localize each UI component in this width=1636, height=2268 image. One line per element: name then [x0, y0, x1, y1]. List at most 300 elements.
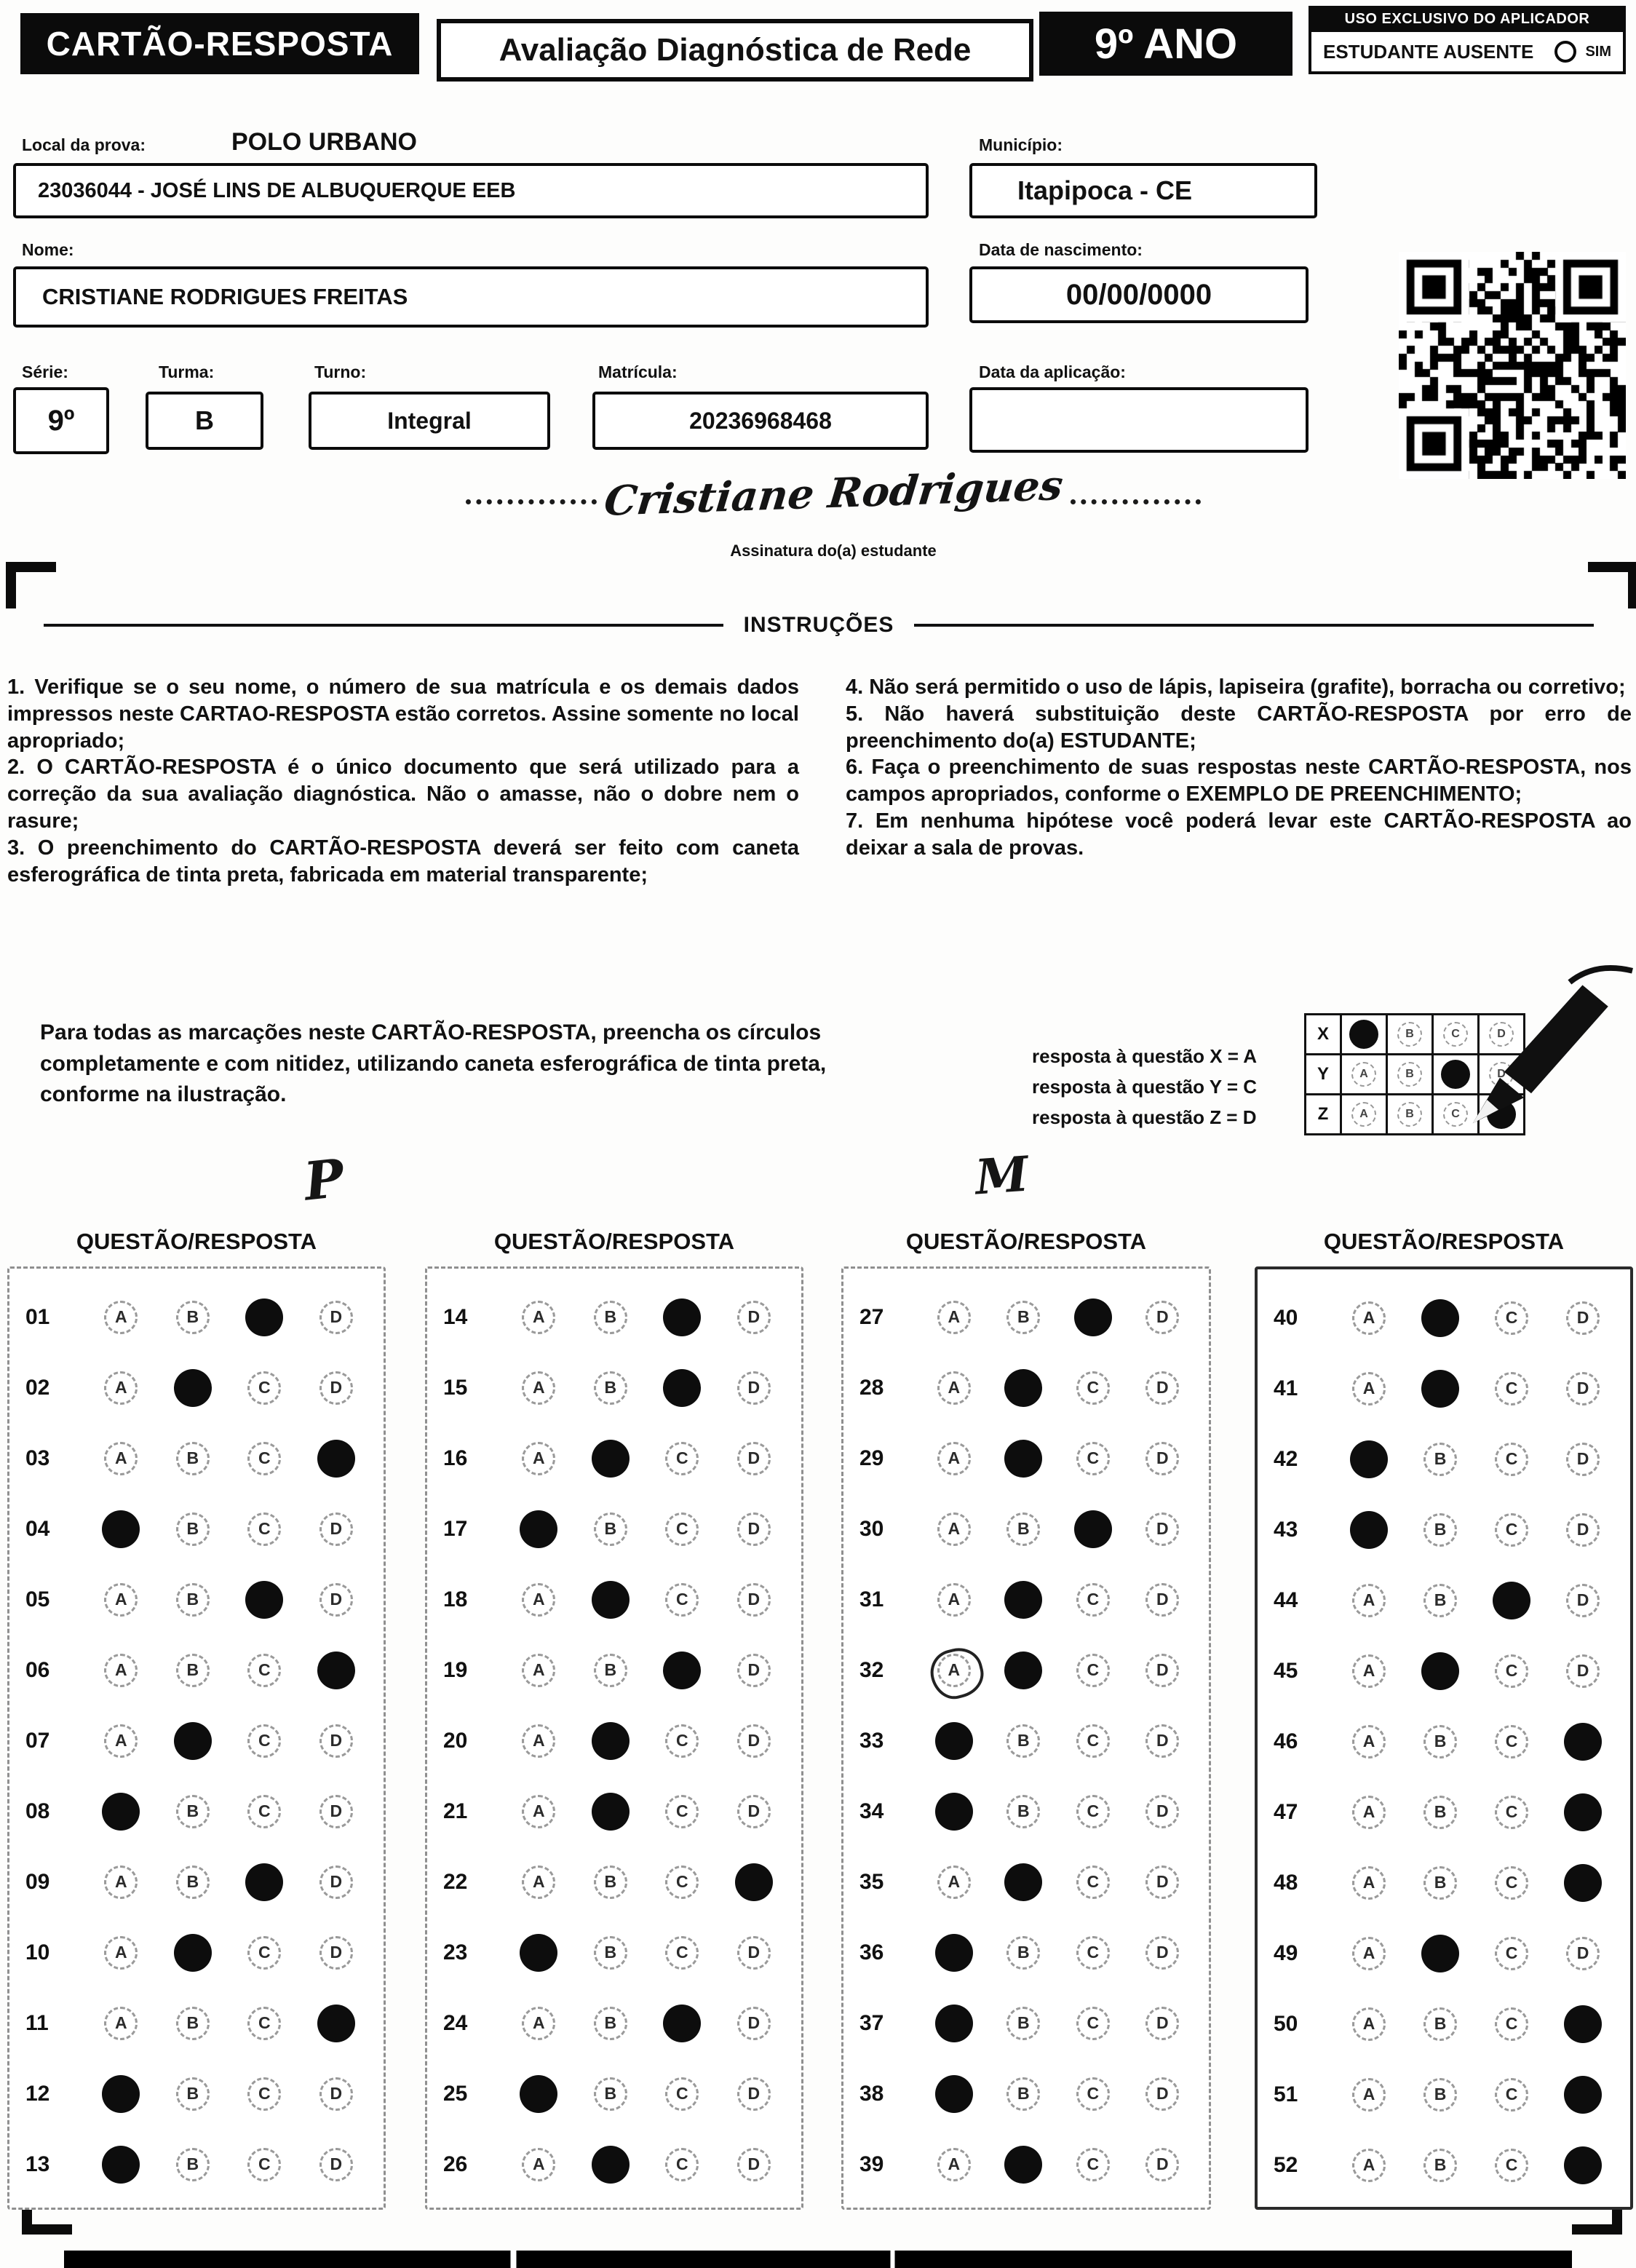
answer-bubble-q14-A[interactable]: A	[522, 1301, 555, 1334]
absent-bubble[interactable]	[1554, 41, 1576, 63]
answer-bubble-q44-A[interactable]: A	[1352, 1584, 1386, 1617]
answer-bubble-q10-A[interactable]: A	[104, 1936, 138, 1970]
answer-bubble-q08-C[interactable]: C	[247, 1795, 281, 1828]
example-answer-lines	[1032, 1041, 1257, 1133]
answer-bubble-q38-B[interactable]: B	[1006, 2077, 1040, 2111]
answer-bubble-q09-D[interactable]: D	[319, 1865, 353, 1899]
answer-bubble-q10-B[interactable]	[174, 1934, 212, 1972]
answer-bubble-q11-D[interactable]	[317, 2005, 355, 2042]
question-number-40: 40	[1274, 1305, 1298, 1330]
question-row-27	[843, 1282, 1209, 1352]
answer-bubble-q29-C[interactable]: C	[1076, 1442, 1110, 1475]
answer-bubble-q36-D[interactable]: D	[1145, 1936, 1179, 1970]
instruction-item-3: 3. O preenchimento do CARTÃO-RESPOSTA deverá ser feito com caneta esferográfica de tinta preta, fabricada em material transparente;	[7, 836, 799, 887]
answer-bubble-q52-A[interactable]: A	[1352, 2149, 1386, 2182]
answer-bubble-q37-B[interactable]: B	[1006, 2007, 1040, 2040]
answer-bubble-q03-C[interactable]: C	[247, 1442, 281, 1475]
answer-bubble-q42-B[interactable]: B	[1423, 1443, 1457, 1476]
question-number-34: 34	[859, 1799, 884, 1823]
question-number-15: 15	[443, 1375, 468, 1400]
answer-bubble-q12-B[interactable]: B	[176, 2077, 210, 2111]
question-row-37	[843, 1988, 1209, 2058]
answer-bubble-q42-A[interactable]	[1350, 1440, 1388, 1478]
answer-bubble-q18-C[interactable]: C	[665, 1583, 699, 1617]
question-number-23: 23	[443, 1940, 468, 1964]
answer-bubble-q45-D[interactable]: D	[1566, 1654, 1600, 1688]
answer-bubble-q22-B[interactable]: B	[594, 1865, 627, 1899]
answer-bubble-q17-C[interactable]: C	[665, 1512, 699, 1546]
answer-bubble-q48-B[interactable]: B	[1423, 1866, 1457, 1900]
question-number-22: 22	[443, 1869, 468, 1894]
serie-label: Série:	[22, 362, 68, 381]
answer-bubble-q24-A[interactable]: A	[522, 2007, 555, 2040]
answer-bubble-q25-C[interactable]: C	[665, 2077, 699, 2111]
answer-bubble-q34-B[interactable]: B	[1006, 1795, 1040, 1828]
answer-bubble-q02-A[interactable]: A	[104, 1371, 138, 1405]
answer-bubble-q52-C[interactable]: C	[1495, 2149, 1528, 2182]
answer-bubble-q43-D[interactable]: D	[1566, 1513, 1600, 1547]
answer-bubble-q31-A[interactable]: A	[937, 1583, 971, 1617]
answer-bubble-q02-D[interactable]: D	[319, 1371, 353, 1405]
answer-column-box	[841, 1266, 1211, 2210]
answer-bubble-q09-B[interactable]: B	[176, 1865, 210, 1899]
example-bubble: C	[1443, 1022, 1468, 1047]
answer-bubble-q16-A[interactable]: A	[522, 1442, 555, 1475]
answer-column-box	[7, 1266, 386, 2210]
answer-bubble-q35-D[interactable]: D	[1145, 1865, 1179, 1899]
matricula-label: Matrícula:	[598, 362, 678, 381]
answer-bubble-q47-B[interactable]: B	[1423, 1796, 1457, 1829]
answer-bubble-q46-B[interactable]: B	[1423, 1725, 1457, 1759]
answer-bubble-q40-B[interactable]	[1421, 1299, 1459, 1337]
question-number-39: 39	[859, 2152, 884, 2176]
question-number-14: 14	[443, 1304, 468, 1329]
answer-bubble-q19-C[interactable]	[663, 1652, 701, 1689]
marking-instructions: Para todas as marcações neste CARTÃO-RESPOSTA, preencha os círculos completamente e com nitidez, utilizando caneta esferográfica de tinta preta, conforme na ilustração.	[40, 1020, 827, 1107]
answer-bubble-q50-A[interactable]: A	[1352, 2007, 1386, 2041]
answer-bubble-q26-C[interactable]: C	[665, 2148, 699, 2181]
question-number-07: 07	[25, 1728, 50, 1753]
answer-bubble-q20-C[interactable]: C	[665, 1724, 699, 1758]
answer-bubble-q30-A[interactable]: A	[937, 1512, 971, 1546]
answer-bubble-q16-D[interactable]: D	[737, 1442, 771, 1475]
answer-bubble-q02-C[interactable]: C	[247, 1371, 281, 1405]
answer-bubble-q15-A[interactable]: A	[522, 1371, 555, 1405]
signature-area[interactable]	[466, 461, 1201, 526]
question-row-24	[427, 1988, 801, 2058]
answer-bubble-q15-C[interactable]	[663, 1369, 701, 1407]
answer-bubble-q45-C[interactable]: C	[1495, 1654, 1528, 1688]
signature-dotted-line-right	[1071, 499, 1202, 504]
answer-bubble-q32-A[interactable]: A	[937, 1654, 971, 1687]
question-number-47: 47	[1274, 1799, 1298, 1824]
local-prova-value: POLO URBANO	[231, 128, 417, 156]
answer-bubble-q05-A[interactable]: A	[104, 1583, 138, 1617]
answer-bubble-q14-B[interactable]: B	[594, 1301, 627, 1334]
answer-bubble-q09-A[interactable]: A	[104, 1865, 138, 1899]
answer-bubble-q37-A[interactable]	[935, 2005, 973, 2042]
answer-bubble-q02-B[interactable]	[174, 1369, 212, 1407]
answer-bubble-q52-D[interactable]	[1564, 2146, 1602, 2184]
answer-bubble-q44-D[interactable]: D	[1566, 1584, 1600, 1617]
answer-bubble-q42-C[interactable]: C	[1495, 1443, 1528, 1476]
answer-bubble-q26-B[interactable]	[592, 2146, 630, 2184]
answer-bubble-q38-C[interactable]: C	[1076, 2077, 1110, 2111]
matricula-field	[592, 392, 929, 450]
answer-bubble-q32-D[interactable]: D	[1145, 1654, 1179, 1687]
answer-bubble-q13-C[interactable]: C	[247, 2148, 281, 2181]
answer-bubble-q43-A[interactable]	[1350, 1511, 1388, 1549]
answer-bubble-q21-C[interactable]: C	[665, 1795, 699, 1828]
applicator-body	[1309, 32, 1626, 74]
answer-bubble-q39-D[interactable]: D	[1145, 2148, 1179, 2181]
answer-bubble-q12-C[interactable]: C	[247, 2077, 281, 2111]
answer-bubble-q36-B[interactable]: B	[1006, 1936, 1040, 1970]
answer-bubble-q50-C[interactable]: C	[1495, 2007, 1528, 2041]
answer-bubble-q17-A[interactable]	[520, 1510, 557, 1548]
question-row-28	[843, 1352, 1209, 1423]
question-row-15	[427, 1352, 801, 1423]
instruction-item-7: 7. Em nenhuma hipótese você poderá levar este CARTÃO-RESPOSTA ao deixar a sala de provas.	[846, 809, 1632, 860]
question-row-26	[427, 2129, 801, 2200]
answer-bubble-q23-B[interactable]: B	[594, 1936, 627, 1970]
answer-bubble-q41-A[interactable]: A	[1352, 1372, 1386, 1405]
answer-bubble-q46-D[interactable]	[1564, 1723, 1602, 1761]
answer-bubble-q46-C[interactable]: C	[1495, 1725, 1528, 1759]
answer-column-4	[1255, 1229, 1633, 2210]
question-row-20	[427, 1705, 801, 1776]
answer-bubble-q48-A[interactable]: A	[1352, 1866, 1386, 1900]
answer-bubble-q37-C[interactable]: C	[1076, 2007, 1110, 2040]
answer-bubble-q47-A[interactable]: A	[1352, 1796, 1386, 1829]
answer-bubble-q25-D[interactable]: D	[737, 2077, 771, 2111]
answer-bubble-q18-A[interactable]: A	[522, 1583, 555, 1617]
answer-bubble-q28-C[interactable]: C	[1076, 1371, 1110, 1405]
answer-bubble-q19-D[interactable]: D	[737, 1654, 771, 1687]
answer-bubble-q23-D[interactable]: D	[737, 1936, 771, 1970]
answer-bubble-q19-A[interactable]: A	[522, 1654, 555, 1687]
answer-bubble-q50-B[interactable]: B	[1423, 2007, 1457, 2041]
answer-bubble-q08-B[interactable]: B	[176, 1795, 210, 1828]
question-number-37: 37	[859, 2010, 884, 2035]
answer-bubble-q04-B[interactable]: B	[176, 1512, 210, 1546]
instructions-title-text: INSTRUÇÕES	[743, 613, 894, 637]
nascimento-value: 00/00/0000	[1065, 278, 1212, 311]
answer-bubble-q18-D[interactable]: D	[737, 1583, 771, 1617]
answer-bubble-q33-C[interactable]: C	[1076, 1724, 1110, 1758]
instructions-title	[44, 613, 1594, 638]
answer-bubble-q13-D[interactable]: D	[319, 2148, 353, 2181]
answer-bubble-q11-C[interactable]: C	[247, 2007, 281, 2040]
example-bubble: B	[1397, 1022, 1422, 1047]
answer-bubble-q45-A[interactable]: A	[1352, 1654, 1386, 1688]
pen-icon	[1463, 962, 1634, 1133]
answer-bubble-q27-B[interactable]: B	[1006, 1301, 1040, 1334]
answer-bubble-q47-D[interactable]	[1564, 1793, 1602, 1831]
answer-bubble-q29-B[interactable]	[1004, 1440, 1042, 1478]
answer-bubble-q49-C[interactable]: C	[1495, 1937, 1528, 1970]
question-row-52	[1258, 2130, 1630, 2200]
answer-bubble-q51-A[interactable]: A	[1352, 2078, 1386, 2112]
answer-bubble-q01-B[interactable]: B	[176, 1301, 210, 1334]
example-row-label-Y: Y	[1304, 1053, 1342, 1095]
answer-bubble-q04-A[interactable]	[102, 1510, 140, 1548]
question-number-46: 46	[1274, 1729, 1298, 1753]
answer-bubble-q22-D[interactable]	[735, 1863, 773, 1901]
school-value: 23036044 - JOSÉ LINS DE ALBUQUERQUE EEB	[38, 178, 516, 202]
answer-bubble-q17-B[interactable]: B	[594, 1512, 627, 1546]
answer-bubble-q49-B[interactable]	[1421, 1935, 1459, 1972]
answer-bubble-q41-B[interactable]	[1421, 1370, 1459, 1408]
card-title-box	[20, 13, 419, 74]
answer-bubble-q41-C[interactable]: C	[1495, 1372, 1528, 1405]
serie-value: 9º	[47, 404, 75, 437]
answer-bubble-q27-C[interactable]	[1074, 1298, 1112, 1336]
answer-bubble-q24-D[interactable]: D	[737, 2007, 771, 2040]
answer-bubble-q08-D[interactable]: D	[319, 1795, 353, 1828]
answer-bubble-q40-D[interactable]: D	[1566, 1301, 1600, 1335]
answer-bubble-q35-A[interactable]: A	[937, 1865, 971, 1899]
question-number-16: 16	[443, 1446, 468, 1470]
answer-bubble-q05-C[interactable]	[245, 1581, 283, 1619]
student-absent-label: ESTUDANTE AUSENTE	[1323, 40, 1534, 63]
example-row-label-X: X	[1304, 1013, 1342, 1055]
answer-bubble-q28-D[interactable]: D	[1145, 1371, 1179, 1405]
answer-bubble-q13-A[interactable]	[102, 2146, 140, 2184]
answer-bubble-q38-A[interactable]	[935, 2075, 973, 2113]
answer-bubble-q26-D[interactable]: D	[737, 2148, 771, 2181]
answer-bubble-q40-A[interactable]: A	[1352, 1301, 1386, 1335]
answer-bubble-q33-A[interactable]	[935, 1722, 973, 1760]
answer-bubble-q03-A[interactable]: A	[104, 1442, 138, 1475]
answer-bubble-q20-B[interactable]	[592, 1722, 630, 1760]
answer-bubble-q12-D[interactable]: D	[319, 2077, 353, 2111]
answer-bubble-q26-A[interactable]: A	[522, 2148, 555, 2181]
signature-label: Assinatura do(a) estudante	[730, 542, 937, 560]
answer-bubble-q27-A[interactable]: A	[937, 1301, 971, 1334]
question-number-36: 36	[859, 1940, 884, 1964]
answer-bubble-q32-C[interactable]: C	[1076, 1654, 1110, 1687]
answer-bubble-q16-B[interactable]	[592, 1440, 630, 1478]
answer-bubble-q36-C[interactable]: C	[1076, 1936, 1110, 1970]
answer-bubble-q43-B[interactable]: B	[1423, 1513, 1457, 1547]
question-row-05	[9, 1564, 384, 1635]
question-row-10	[9, 1917, 384, 1988]
answer-bubble-q48-C[interactable]: C	[1495, 1866, 1528, 1900]
answer-bubble-q51-B[interactable]: B	[1423, 2078, 1457, 2112]
answer-bubble-q36-A[interactable]	[935, 1934, 973, 1972]
answer-bubble-q01-C[interactable]	[245, 1298, 283, 1336]
answer-bubble-q30-C[interactable]	[1074, 1510, 1112, 1548]
instruction-item-6: 6. Faça o preenchimento de suas respostas neste CARTÃO-RESPOSTA, nos campos apropriados, conforme o EXEMPLO DE PREENCHIMENTO;	[846, 756, 1632, 806]
answer-bubble-q39-B[interactable]	[1004, 2146, 1042, 2184]
answer-bubble-q07-A[interactable]: A	[104, 1724, 138, 1758]
answer-bubble-q32-B[interactable]	[1004, 1652, 1042, 1689]
question-number-19: 19	[443, 1657, 468, 1682]
answer-column-3	[841, 1229, 1211, 2210]
answer-bubble-q39-A[interactable]: A	[937, 2148, 971, 2181]
answer-bubble-q10-D[interactable]: D	[319, 1936, 353, 1970]
question-row-42	[1258, 1424, 1630, 1494]
question-number-03: 03	[25, 1446, 50, 1470]
question-number-11: 11	[25, 2010, 49, 2035]
question-row-11	[9, 1988, 384, 2058]
answer-bubble-q09-C[interactable]	[245, 1863, 283, 1901]
answer-bubble-q28-A[interactable]: A	[937, 1371, 971, 1405]
answer-bubble-q11-A[interactable]: A	[104, 2007, 138, 2040]
question-row-18	[427, 1564, 801, 1635]
answer-bubble-q01-D[interactable]: D	[319, 1301, 353, 1334]
answer-bubble-q34-D[interactable]: D	[1145, 1795, 1179, 1828]
answer-bubble-q31-C[interactable]: C	[1076, 1583, 1110, 1617]
question-number-01: 01	[25, 1304, 50, 1329]
question-number-10: 10	[25, 1940, 50, 1964]
answer-bubble-q40-C[interactable]: C	[1495, 1301, 1528, 1335]
answer-bubble-q48-D[interactable]	[1564, 1864, 1602, 1902]
answer-bubble-q01-A[interactable]: A	[104, 1301, 138, 1334]
answer-bubble-q19-B[interactable]: B	[594, 1654, 627, 1687]
answer-bubble-q37-D[interactable]: D	[1145, 2007, 1179, 2040]
answer-bubble-q22-C[interactable]: C	[665, 1865, 699, 1899]
answer-bubble-q25-B[interactable]: B	[594, 2077, 627, 2111]
answer-bubble-q47-C[interactable]: C	[1495, 1796, 1528, 1829]
turma-field	[146, 392, 263, 450]
answer-bubble-q50-D[interactable]	[1564, 2005, 1602, 2043]
answer-bubble-q51-D[interactable]	[1564, 2076, 1602, 2114]
answer-bubble-q29-D[interactable]: D	[1145, 1442, 1179, 1475]
answer-bubble-q44-C[interactable]	[1493, 1582, 1530, 1619]
answer-bubble-q33-B[interactable]: B	[1006, 1724, 1040, 1758]
answer-bubble-q07-D[interactable]: D	[319, 1724, 353, 1758]
answer-bubble-q28-B[interactable]	[1004, 1369, 1042, 1407]
answer-bubble-q20-D[interactable]: D	[737, 1724, 771, 1758]
answer-bubble-q27-D[interactable]: D	[1145, 1301, 1179, 1334]
answer-bubble-q03-B[interactable]: B	[176, 1442, 210, 1475]
answer-bubble-q08-A[interactable]	[102, 1793, 140, 1831]
municipio-label: Município:	[979, 135, 1063, 154]
answer-column-box	[425, 1266, 803, 2210]
answer-bubble-q39-C[interactable]: C	[1076, 2148, 1110, 2181]
answer-bubble-q13-B[interactable]: B	[176, 2148, 210, 2181]
answer-bubble-q49-A[interactable]: A	[1352, 1937, 1386, 1970]
answer-bubble-q45-B[interactable]	[1421, 1652, 1459, 1690]
answer-bubble-q07-B[interactable]	[174, 1722, 212, 1760]
answer-bubble-q05-D[interactable]: D	[319, 1583, 353, 1617]
answer-bubble-q41-D[interactable]: D	[1566, 1372, 1600, 1405]
answer-bubble-q51-C[interactable]: C	[1495, 2078, 1528, 2112]
question-row-04	[9, 1494, 384, 1564]
answer-bubble-q49-D[interactable]: D	[1566, 1937, 1600, 1970]
answer-bubble-q06-A[interactable]: A	[104, 1654, 138, 1687]
answer-bubble-q21-D[interactable]: D	[737, 1795, 771, 1828]
answer-bubble-q43-C[interactable]: C	[1495, 1513, 1528, 1547]
answer-bubble-q22-A[interactable]: A	[522, 1865, 555, 1899]
question-number-09: 09	[25, 1869, 50, 1894]
question-number-33: 33	[859, 1728, 884, 1753]
applicator-box	[1309, 6, 1626, 74]
example-bubble: C	[1443, 1102, 1468, 1127]
answer-bubble-q29-A[interactable]: A	[937, 1442, 971, 1475]
grade-label: 9º ANO	[1094, 20, 1238, 68]
nome-value: CRISTIANE RODRIGUES FREITAS	[42, 284, 408, 309]
answer-bubble-q44-B[interactable]: B	[1423, 1584, 1457, 1617]
answer-column-header: QUESTÃO/RESPOSTA	[1323, 1229, 1565, 1254]
answer-bubble-q11-B[interactable]: B	[176, 2007, 210, 2040]
answer-bubble-q52-B[interactable]: B	[1423, 2149, 1457, 2182]
answer-bubble-q46-A[interactable]: A	[1352, 1725, 1386, 1759]
question-row-23	[427, 1917, 801, 1988]
answer-bubble-q31-B[interactable]	[1004, 1581, 1042, 1619]
answer-bubble-q14-D[interactable]: D	[737, 1301, 771, 1334]
answer-bubble-q31-D[interactable]: D	[1145, 1583, 1179, 1617]
nascimento-label: Data de nascimento:	[979, 240, 1143, 259]
example-filled-bubble	[1349, 1020, 1378, 1049]
answer-bubble-q16-C[interactable]: C	[665, 1442, 699, 1475]
municipio-field	[969, 163, 1317, 218]
answer-bubble-q25-A[interactable]	[520, 2075, 557, 2113]
answer-bubble-q35-B[interactable]	[1004, 1863, 1042, 1901]
applicator-title: USO EXCLUSIVO DO APLICADOR	[1309, 6, 1626, 32]
question-row-17	[427, 1494, 801, 1564]
question-row-25	[427, 2058, 801, 2129]
answer-bubble-q23-A[interactable]	[520, 1934, 557, 1972]
question-row-06	[9, 1635, 384, 1705]
question-number-29: 29	[859, 1446, 884, 1470]
answer-bubble-q34-C[interactable]: C	[1076, 1795, 1110, 1828]
answer-bubble-q38-D[interactable]: D	[1145, 2077, 1179, 2111]
answer-bubble-q24-B[interactable]: B	[594, 2007, 627, 2040]
answer-bubble-q15-D[interactable]: D	[737, 1371, 771, 1405]
answer-bubble-q12-A[interactable]	[102, 2075, 140, 2113]
answer-bubble-q07-C[interactable]: C	[247, 1724, 281, 1758]
answer-bubble-q06-B[interactable]: B	[176, 1654, 210, 1687]
answer-bubble-q05-B[interactable]: B	[176, 1583, 210, 1617]
answer-bubble-q06-D[interactable]	[317, 1652, 355, 1689]
answer-bubble-q18-B[interactable]	[592, 1581, 630, 1619]
answer-bubble-q15-B[interactable]: B	[594, 1371, 627, 1405]
qr-code	[1399, 252, 1626, 479]
question-row-50	[1258, 1989, 1630, 2059]
answer-bubble-q35-C[interactable]: C	[1076, 1865, 1110, 1899]
answer-bubble-q17-D[interactable]: D	[737, 1512, 771, 1546]
answer-bubble-q14-C[interactable]	[663, 1298, 701, 1336]
answer-bubble-q06-C[interactable]: C	[247, 1654, 281, 1687]
answer-bubble-q04-C[interactable]: C	[247, 1512, 281, 1546]
answer-bubble-q34-A[interactable]	[935, 1793, 973, 1831]
answer-bubble-q23-C[interactable]: C	[665, 1936, 699, 1970]
answer-bubble-q21-A[interactable]: A	[522, 1795, 555, 1828]
answer-bubble-q20-A[interactable]: A	[522, 1724, 555, 1758]
answer-bubble-q10-C[interactable]: C	[247, 1936, 281, 1970]
answer-bubble-q42-D[interactable]: D	[1566, 1443, 1600, 1476]
answer-bubble-q30-D[interactable]: D	[1145, 1512, 1179, 1546]
answer-bubble-q30-B[interactable]: B	[1006, 1512, 1040, 1546]
question-row-12	[9, 2058, 384, 2129]
instruction-item-4: 4. Não será permitido o uso de lápis, lapiseira (grafite), borracha ou corretivo;	[846, 675, 1626, 699]
answer-bubble-q03-D[interactable]	[317, 1440, 355, 1478]
answer-bubble-q04-D[interactable]: D	[319, 1512, 353, 1546]
turno-field	[309, 392, 550, 450]
answer-bubble-q21-B[interactable]	[592, 1793, 630, 1831]
question-row-35	[843, 1847, 1209, 1917]
question-row-44	[1258, 1565, 1630, 1635]
answer-bubble-q24-C[interactable]	[663, 2005, 701, 2042]
answer-bubble-q33-D[interactable]: D	[1145, 1724, 1179, 1758]
question-number-52: 52	[1274, 2152, 1298, 2177]
answer-column-header: QUESTÃO/RESPOSTA	[76, 1229, 317, 1254]
question-row-29	[843, 1423, 1209, 1494]
question-row-51	[1258, 2059, 1630, 2130]
